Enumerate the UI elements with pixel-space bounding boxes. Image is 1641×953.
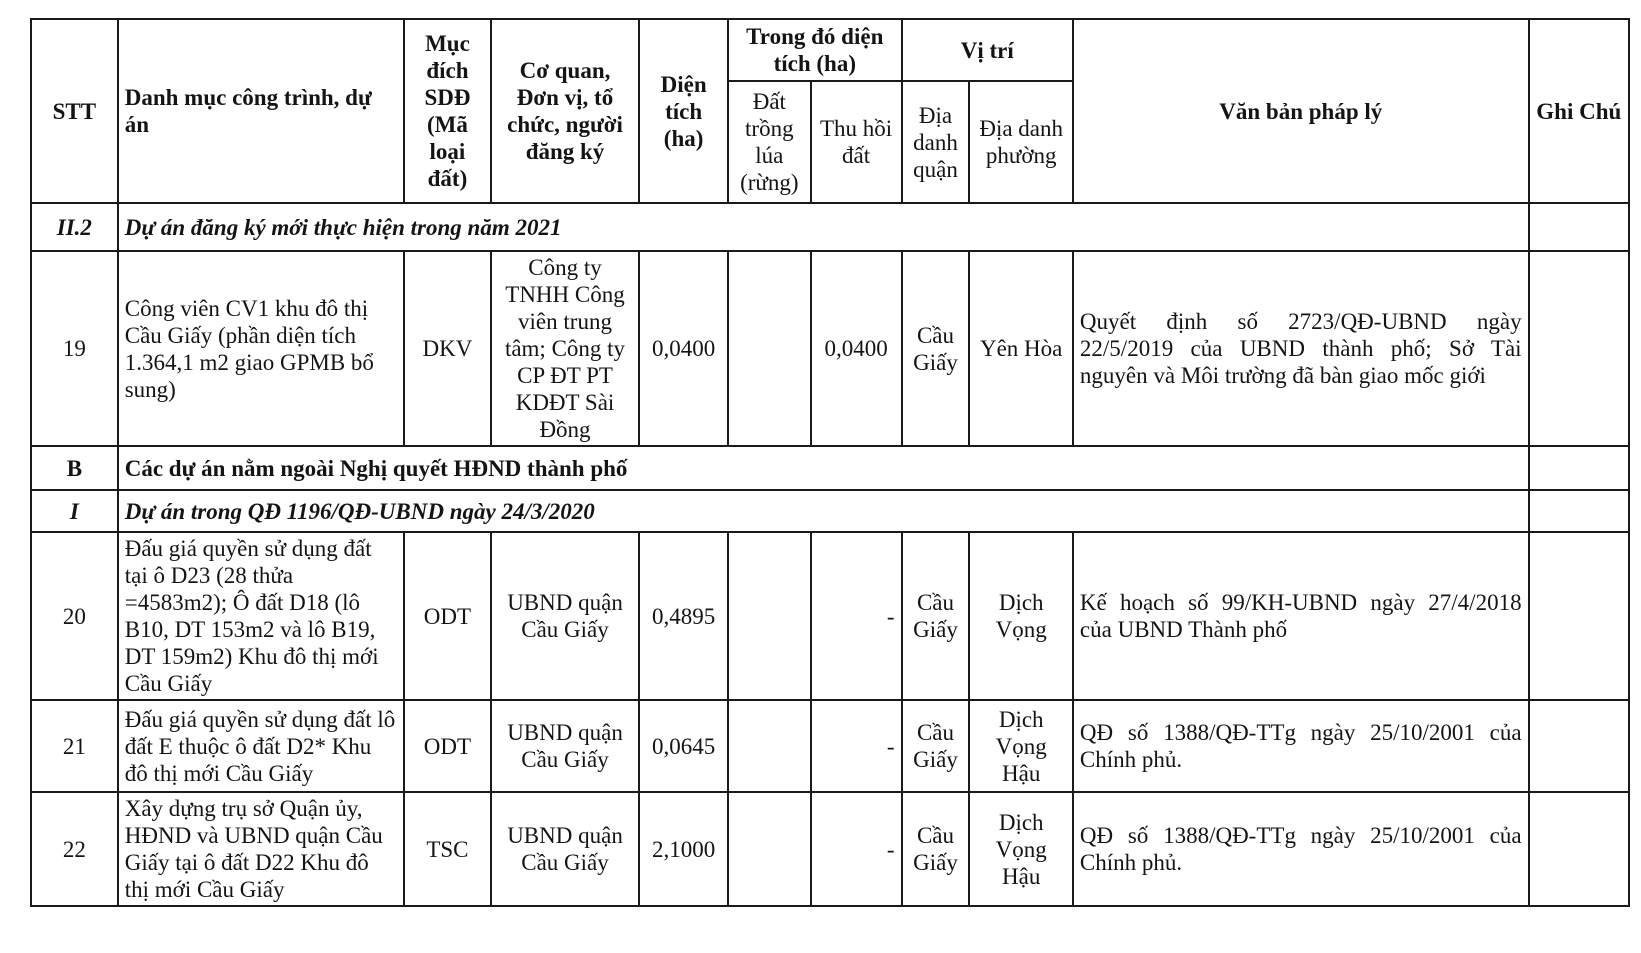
- section-note: [1529, 203, 1629, 251]
- row-agency: UBND quận Cầu Giấy: [491, 532, 639, 700]
- row-area: 0,4895: [639, 532, 728, 700]
- row-area: 0,0400: [639, 251, 728, 446]
- header-dia-danh-phuong: Địa danh phường: [969, 81, 1072, 203]
- header-muc-dich: Mục đích SDĐ (Mã loại đất): [404, 19, 491, 203]
- section-title: Dự án đăng ký mới thực hiện trong năm 2021: [118, 203, 1529, 251]
- header-dien-tich: Diện tích (ha): [639, 19, 728, 203]
- row-ward: Dịch Vọng: [969, 532, 1072, 700]
- section-code: I: [31, 490, 118, 532]
- table-row: [31, 251, 1629, 446]
- section-note: [1529, 490, 1629, 532]
- table-row: [31, 792, 1629, 906]
- section-row: [31, 490, 1629, 532]
- row-area: 0,0645: [639, 700, 728, 792]
- table-row: [31, 532, 1629, 700]
- header-vi-tri: Vị trí: [902, 19, 1073, 81]
- row-agency: UBND quận Cầu Giấy: [491, 792, 639, 906]
- row-legal: Quyết định số 2723/QĐ-UBND ngày 22/5/2019 của UBND thành phố; Sở Tài nguyên và Môi trường đã bàn giao mốc giới: [1073, 251, 1529, 446]
- land-use-table: [30, 18, 1630, 907]
- row-stt: 20: [31, 532, 118, 700]
- row-legal: Kế hoạch số 99/KH-UBND ngày 27/4/2018 của UBND Thành phố: [1073, 532, 1529, 700]
- row-district: Cầu Giấy: [902, 532, 970, 700]
- header-danh-muc: Danh mục công trình, dự án: [118, 19, 404, 203]
- row-ward: Dịch Vọng Hậu: [969, 792, 1072, 906]
- header-co-quan: Cơ quan, Đơn vị, tổ chức, người đăng ký: [491, 19, 639, 203]
- header-ghi-chu: Ghi Chú: [1529, 19, 1629, 203]
- row-code: DKV: [404, 251, 491, 446]
- row-stt: 19: [31, 251, 118, 446]
- row-legal: QĐ số 1388/QĐ-TTg ngày 25/10/2001 của Chính phủ.: [1073, 700, 1529, 792]
- row-district: Cầu Giấy: [902, 700, 970, 792]
- row-stt: 22: [31, 792, 118, 906]
- header-row-1: [31, 19, 1629, 81]
- row-recover: 0,0400: [811, 251, 902, 446]
- header-dat-trong-lua: Đất trồng lúa (rừng): [728, 81, 811, 203]
- header-trong-do: Trong đó diện tích (ha): [728, 19, 902, 81]
- row-legal: QĐ số 1388/QĐ-TTg ngày 25/10/2001 của Chính phủ.: [1073, 792, 1529, 906]
- section-row: [31, 203, 1629, 251]
- row-district: Cầu Giấy: [902, 251, 970, 446]
- header-van-ban: Văn bản pháp lý: [1073, 19, 1529, 203]
- row-recover: -: [811, 532, 902, 700]
- row-stt: 21: [31, 700, 118, 792]
- row-area: 2,1000: [639, 792, 728, 906]
- row-code: TSC: [404, 792, 491, 906]
- row-ward: Yên Hòa: [969, 251, 1072, 446]
- header-thu-hoi: Thu hồi đất: [811, 81, 902, 203]
- row-rice: [728, 792, 811, 906]
- row-note: [1529, 792, 1629, 906]
- row-name: Đấu giá quyền sử dụng đất lô đất E thuộc ô đất D2* Khu đô thị mới Cầu Giấy: [118, 700, 404, 792]
- section-title: Các dự án nằm ngoài Nghị quyết HĐND thành phố: [118, 446, 1529, 490]
- row-name: Xây dựng trụ sở Quận ủy, HĐND và UBND quận Cầu Giấy tại ô đất D22 Khu đô thị mới Cầu Giấy: [118, 792, 404, 906]
- row-rice: [728, 251, 811, 446]
- row-note: [1529, 251, 1629, 446]
- row-note: [1529, 700, 1629, 792]
- header-dia-danh-quan: Địa danh quận: [902, 81, 970, 203]
- section-row: [31, 446, 1629, 490]
- row-rice: [728, 700, 811, 792]
- header-stt: STT: [31, 19, 118, 203]
- row-note: [1529, 532, 1629, 700]
- section-code: B: [31, 446, 118, 490]
- row-name: Đấu giá quyền sử dụng đất tại ô D23 (28 thửa =4583m2); Ô đất D18 (lô B10, DT 153m2 và lô B19, DT 159m2) Khu đô thị mới Cầu Giấy: [118, 532, 404, 700]
- row-ward: Dịch Vọng Hậu: [969, 700, 1072, 792]
- row-recover: -: [811, 792, 902, 906]
- row-district: Cầu Giấy: [902, 792, 970, 906]
- row-code: ODT: [404, 532, 491, 700]
- section-note: [1529, 446, 1629, 490]
- row-name: Công viên CV1 khu đô thị Cầu Giấy (phần diện tích 1.364,1 m2 giao GPMB bổ sung): [118, 251, 404, 446]
- section-code: II.2: [31, 203, 118, 251]
- row-recover: -: [811, 700, 902, 792]
- section-title: Dự án trong QĐ 1196/QĐ-UBND ngày 24/3/2020: [118, 490, 1529, 532]
- row-agency: UBND quận Cầu Giấy: [491, 700, 639, 792]
- row-rice: [728, 532, 811, 700]
- table-row: [31, 700, 1629, 792]
- row-agency: Công ty TNHH Công viên trung tâm; Công ty CP ĐT PT KDĐT Sài Đồng: [491, 251, 639, 446]
- row-code: ODT: [404, 700, 491, 792]
